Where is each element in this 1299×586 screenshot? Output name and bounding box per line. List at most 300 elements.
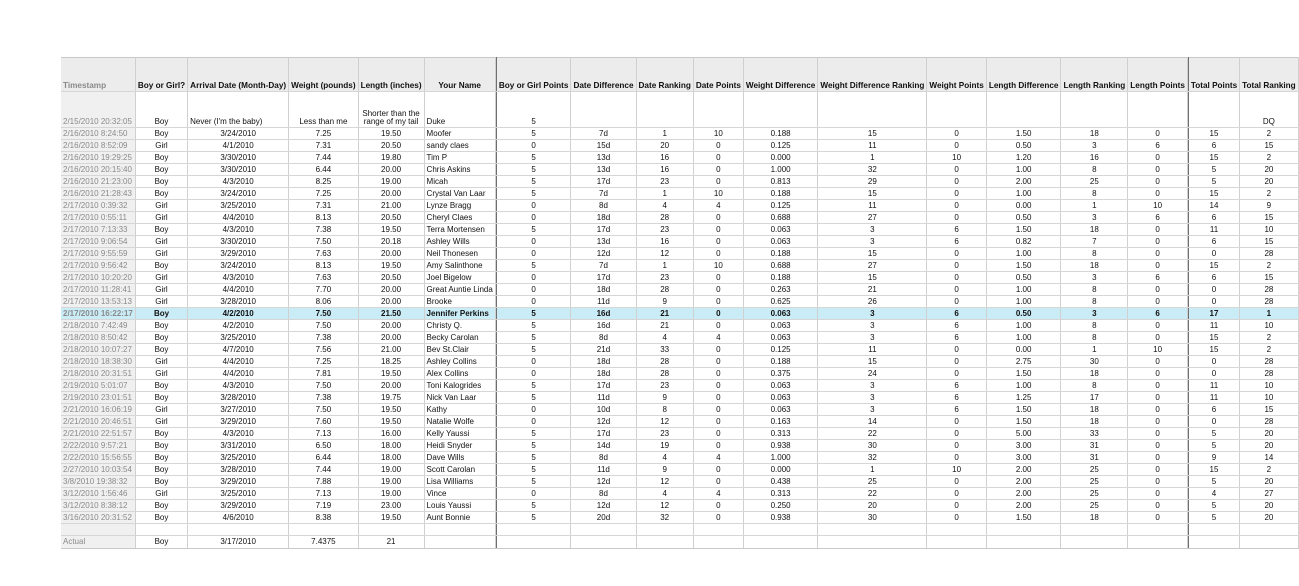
cell-weight-points[interactable]: 0 <box>927 368 986 380</box>
cell-date-difference[interactable]: 17d <box>571 176 636 188</box>
cell-empty[interactable] <box>636 536 693 549</box>
cell-your-name[interactable]: Tim P <box>424 152 495 164</box>
cell-length-ranking[interactable]: 8 <box>1061 320 1128 332</box>
cell-date-points[interactable]: 0 <box>693 284 743 296</box>
cell-boy-girl-points[interactable]: 5 <box>496 380 571 392</box>
cell-boy-girl[interactable]: Girl <box>135 284 187 296</box>
cell-length-difference[interactable]: 1.50 <box>986 260 1061 272</box>
cell-length-ranking[interactable]: 8 <box>1061 380 1128 392</box>
cell-weight-points[interactable]: 0 <box>927 248 986 260</box>
cell-weight-difference[interactable]: 0.188 <box>743 128 817 140</box>
cell-weight-points[interactable]: 6 <box>927 224 986 236</box>
cell-weight-difference-ranking[interactable]: 27 <box>818 212 927 224</box>
cell-boy-girl[interactable]: Boy <box>135 440 187 452</box>
cell-boy-girl-points[interactable]: 5 <box>496 176 571 188</box>
cell-length-points[interactable]: 0 <box>1128 164 1188 176</box>
table-row[interactable] <box>61 488 1298 500</box>
col-header-arrival-date[interactable]: Arrival Date (Month-Day) <box>188 58 289 92</box>
cell-boy-girl-points[interactable]: 5 <box>496 164 571 176</box>
cell-boy-girl[interactable]: Boy <box>135 128 187 140</box>
cell-boy-girl[interactable]: Boy <box>135 476 187 488</box>
cell-weight-difference[interactable]: 0.125 <box>743 344 817 356</box>
cell-length[interactable]: 19.00 <box>358 464 424 476</box>
cell-length-difference[interactable]: 2.00 <box>986 176 1061 188</box>
cell-boy-girl[interactable]: Girl <box>135 356 187 368</box>
cell-weight-points[interactable]: 0 <box>927 428 986 440</box>
cell-weight-difference-ranking[interactable]: 3 <box>818 332 927 344</box>
cell-total-ranking[interactable]: 20 <box>1240 476 1299 488</box>
cell-date-points[interactable]: 0 <box>693 512 743 524</box>
cell-date-ranking[interactable]: 4 <box>636 332 693 344</box>
cell-arrival-date[interactable]: 3/29/2010 <box>188 416 289 428</box>
cell-length-difference[interactable]: 2.00 <box>986 488 1061 500</box>
cell-length[interactable]: Shorter than the range of my tail <box>358 92 424 128</box>
cell-boy-girl[interactable]: Boy <box>135 308 187 320</box>
cell-length-ranking[interactable]: 25 <box>1061 464 1128 476</box>
table-row[interactable] <box>61 212 1298 224</box>
cell-weight-difference-ranking[interactable]: 30 <box>818 440 927 452</box>
cell-length-points[interactable]: 0 <box>1128 368 1188 380</box>
cell-weight[interactable]: 7.13 <box>289 488 358 500</box>
cell-date-points[interactable]: 0 <box>693 428 743 440</box>
cell-date-difference[interactable]: 13d <box>571 164 636 176</box>
cell-date-difference[interactable]: 11d <box>571 392 636 404</box>
cell-date-ranking[interactable]: 4 <box>636 200 693 212</box>
cell-weight-difference[interactable]: 0.688 <box>743 212 817 224</box>
cell-empty[interactable] <box>927 524 986 536</box>
cell-boy-girl-points[interactable]: 0 <box>496 140 571 152</box>
cell-actual-length[interactable]: 21 <box>358 536 424 549</box>
cell-empty[interactable] <box>1188 92 1239 128</box>
cell-date-difference[interactable]: 16d <box>571 320 636 332</box>
cell-weight-points[interactable]: 0 <box>927 512 986 524</box>
cell-arrival-date[interactable]: Never (I'm the baby) <box>188 92 289 128</box>
cell-boy-girl-points[interactable]: 0 <box>496 404 571 416</box>
cell-length-ranking[interactable]: 31 <box>1061 452 1128 464</box>
cell-length-difference[interactable]: 3.00 <box>986 452 1061 464</box>
table-row[interactable] <box>61 452 1298 464</box>
table-row[interactable] <box>61 356 1298 368</box>
cell-date-points[interactable]: 10 <box>693 188 743 200</box>
cell-your-name[interactable]: Chris Askins <box>424 164 495 176</box>
cell-boy-girl[interactable]: Boy <box>135 320 187 332</box>
cell-weight[interactable]: 7.63 <box>289 272 358 284</box>
cell-total-ranking[interactable]: 15 <box>1240 272 1299 284</box>
cell-date-points[interactable]: 0 <box>693 404 743 416</box>
cell-date-difference[interactable]: 8d <box>571 488 636 500</box>
cell-weight-difference-ranking[interactable]: 15 <box>818 272 927 284</box>
cell-boy-girl-points[interactable]: 5 <box>496 308 571 320</box>
cell-weight[interactable]: 7.81 <box>289 368 358 380</box>
cell-arrival-date[interactable]: 3/30/2010 <box>188 236 289 248</box>
cell-boy-girl[interactable]: Boy <box>135 188 187 200</box>
cell-weight[interactable]: 7.70 <box>289 284 358 296</box>
cell-total-points[interactable]: 15 <box>1188 464 1239 476</box>
cell-date-difference[interactable]: 18d <box>571 284 636 296</box>
cell-length-points[interactable]: 0 <box>1128 416 1188 428</box>
cell-total-ranking[interactable]: 1 <box>1240 308 1299 320</box>
cell-boy-girl-points[interactable]: 0 <box>496 416 571 428</box>
cell-date-ranking[interactable]: 12 <box>636 416 693 428</box>
cell-length-difference[interactable]: 0.50 <box>986 212 1061 224</box>
cell-empty[interactable] <box>571 536 636 549</box>
cell-length[interactable]: 20.00 <box>358 188 424 200</box>
cell-empty[interactable] <box>571 92 636 128</box>
cell-timestamp[interactable]: 2/19/2010 23:01:51 <box>61 392 135 404</box>
col-header-weight-difference-ranking[interactable]: Weight Difference Ranking <box>818 58 927 92</box>
cell-timestamp[interactable]: 2/18/2010 7:42:49 <box>61 320 135 332</box>
cell-weight-difference-ranking[interactable]: 3 <box>818 404 927 416</box>
cell-arrival-date[interactable]: 4/3/2010 <box>188 176 289 188</box>
cell-timestamp[interactable]: 2/17/2010 0:39:32 <box>61 200 135 212</box>
table-row[interactable] <box>61 476 1298 488</box>
cell-weight[interactable]: 6.50 <box>289 440 358 452</box>
cell-your-name[interactable]: Moofer <box>424 128 495 140</box>
cell-timestamp[interactable]: 2/22/2010 15:56:55 <box>61 452 135 464</box>
col-header-your-name[interactable]: Your Name <box>424 58 495 92</box>
cell-date-ranking[interactable]: 16 <box>636 152 693 164</box>
cell-total-points[interactable]: 5 <box>1188 176 1239 188</box>
cell-arrival-date[interactable]: 3/31/2010 <box>188 440 289 452</box>
cell-length-ranking[interactable]: 8 <box>1061 188 1128 200</box>
table-row[interactable] <box>61 404 1298 416</box>
cell-empty[interactable] <box>986 536 1061 549</box>
cell-total-ranking[interactable]: 2 <box>1240 464 1299 476</box>
cell-weight[interactable]: 7.50 <box>289 404 358 416</box>
cell-empty[interactable] <box>743 524 817 536</box>
cell-boy-girl-points[interactable]: 5 <box>496 92 571 128</box>
cell-boy-girl-points[interactable]: 5 <box>496 452 571 464</box>
cell-empty[interactable] <box>135 524 187 536</box>
cell-length-points[interactable]: 0 <box>1128 248 1188 260</box>
table-row[interactable] <box>61 260 1298 272</box>
cell-length-ranking[interactable]: 17 <box>1061 392 1128 404</box>
cell-empty[interactable] <box>743 92 817 128</box>
cell-empty[interactable] <box>986 92 1061 128</box>
cell-date-difference[interactable]: 18d <box>571 212 636 224</box>
cell-arrival-date[interactable]: 4/3/2010 <box>188 380 289 392</box>
cell-total-points[interactable]: 6 <box>1188 140 1239 152</box>
cell-total-ranking[interactable]: 20 <box>1240 500 1299 512</box>
cell-length-ranking[interactable]: 3 <box>1061 308 1128 320</box>
cell-weight-difference-ranking[interactable]: 15 <box>818 356 927 368</box>
cell-weight[interactable]: 8.25 <box>289 176 358 188</box>
cell-weight-difference[interactable]: 0.438 <box>743 476 817 488</box>
cell-boy-girl-points[interactable]: 5 <box>496 464 571 476</box>
cell-your-name[interactable]: Becky Carolan <box>424 332 495 344</box>
cell-boy-girl[interactable]: Girl <box>135 416 187 428</box>
cell-weight-difference[interactable]: 0.163 <box>743 416 817 428</box>
cell-boy-girl-points[interactable]: 0 <box>496 248 571 260</box>
col-header-weight-difference[interactable]: Weight Difference <box>743 58 817 92</box>
cell-your-name[interactable]: Toni Kalogrides <box>424 380 495 392</box>
cell-length-points[interactable]: 0 <box>1128 452 1188 464</box>
cell-weight-difference[interactable]: 0.188 <box>743 248 817 260</box>
cell-your-name[interactable]: Great Auntie Linda <box>424 284 495 296</box>
cell-date-ranking[interactable]: 16 <box>636 164 693 176</box>
cell-your-name[interactable]: Terra Mortensen <box>424 224 495 236</box>
cell-total-points[interactable]: 0 <box>1188 368 1239 380</box>
cell-total-ranking[interactable]: 20 <box>1240 164 1299 176</box>
cell-timestamp[interactable]: 2/16/2010 8:24:50 <box>61 128 135 140</box>
cell-boy-girl-points[interactable]: 5 <box>496 224 571 236</box>
cell-timestamp[interactable]: 2/17/2010 9:55:59 <box>61 248 135 260</box>
cell-weight-difference[interactable]: 0.938 <box>743 440 817 452</box>
cell-empty[interactable] <box>818 92 927 128</box>
cell-date-points[interactable]: 4 <box>693 488 743 500</box>
cell-boy-girl[interactable]: Boy <box>135 512 187 524</box>
cell-empty[interactable] <box>61 524 135 536</box>
cell-arrival-date[interactable]: 4/3/2010 <box>188 428 289 440</box>
cell-arrival-date[interactable]: 3/29/2010 <box>188 248 289 260</box>
cell-your-name[interactable]: Alex Collins <box>424 368 495 380</box>
cell-length-points[interactable]: 0 <box>1128 188 1188 200</box>
cell-length-ranking[interactable]: 25 <box>1061 176 1128 188</box>
cell-total-ranking[interactable]: 15 <box>1240 140 1299 152</box>
cell-arrival-date[interactable]: 3/29/2010 <box>188 476 289 488</box>
cell-weight-points[interactable]: 0 <box>927 500 986 512</box>
cell-arrival-date[interactable]: 4/6/2010 <box>188 512 289 524</box>
cell-length[interactable]: 19.00 <box>358 176 424 188</box>
cell-weight-points[interactable]: 0 <box>927 272 986 284</box>
cell-date-difference[interactable]: 13d <box>571 152 636 164</box>
table-row[interactable] <box>61 308 1298 320</box>
cell-total-ranking[interactable]: 14 <box>1240 452 1299 464</box>
cell-your-name[interactable]: Heidi Snyder <box>424 440 495 452</box>
cell-weight[interactable]: 8.13 <box>289 212 358 224</box>
cell-weight-difference-ranking[interactable]: 14 <box>818 416 927 428</box>
cell-date-ranking[interactable]: 19 <box>636 440 693 452</box>
cell-length-ranking[interactable]: 3 <box>1061 272 1128 284</box>
cell-total-points[interactable]: 17 <box>1188 308 1239 320</box>
cell-your-name[interactable]: Cheryl Claes <box>424 212 495 224</box>
cell-weight-difference[interactable]: 0.063 <box>743 380 817 392</box>
table-row[interactable] <box>61 176 1298 188</box>
cell-length[interactable]: 23.00 <box>358 500 424 512</box>
cell-empty[interactable] <box>424 536 495 549</box>
cell-date-difference[interactable]: 7d <box>571 260 636 272</box>
cell-length-ranking[interactable]: 3 <box>1061 140 1128 152</box>
cell-your-name[interactable]: Kathy <box>424 404 495 416</box>
cell-arrival-date[interactable]: 4/1/2010 <box>188 140 289 152</box>
cell-arrival-date[interactable]: 4/3/2010 <box>188 224 289 236</box>
cell-boy-girl[interactable]: Boy <box>135 332 187 344</box>
cell-length-difference[interactable]: 1.00 <box>986 296 1061 308</box>
cell-total-points[interactable]: 5 <box>1188 500 1239 512</box>
cell-total-ranking[interactable]: 2 <box>1240 152 1299 164</box>
cell-length-difference[interactable]: 2.00 <box>986 500 1061 512</box>
cell-weight-points[interactable]: 10 <box>927 152 986 164</box>
cell-weight-difference-ranking[interactable]: 3 <box>818 320 927 332</box>
col-header-total-ranking[interactable]: Total Ranking <box>1240 58 1299 92</box>
cell-total-points[interactable]: 9 <box>1188 452 1239 464</box>
cell-weight-difference[interactable]: 0.063 <box>743 320 817 332</box>
table-row[interactable] <box>61 368 1298 380</box>
cell-weight-points[interactable]: 0 <box>927 488 986 500</box>
cell-arrival-date[interactable]: 3/28/2010 <box>188 392 289 404</box>
cell-boy-girl[interactable]: Girl <box>135 404 187 416</box>
table-row[interactable] <box>61 344 1298 356</box>
cell-your-name[interactable]: sandy claes <box>424 140 495 152</box>
cell-date-difference[interactable]: 10d <box>571 404 636 416</box>
cell-weight-difference[interactable]: 0.125 <box>743 140 817 152</box>
cell-boy-girl-points[interactable]: 0 <box>496 296 571 308</box>
table-row[interactable] <box>61 284 1298 296</box>
cell-boy-girl[interactable]: Boy <box>135 428 187 440</box>
cell-length-ranking[interactable]: 3 <box>1061 212 1128 224</box>
cell-weight-points[interactable]: 6 <box>927 308 986 320</box>
cell-timestamp[interactable]: 2/16/2010 21:23:00 <box>61 176 135 188</box>
cell-length-points[interactable]: 0 <box>1128 404 1188 416</box>
cell-arrival-date[interactable]: 4/4/2010 <box>188 356 289 368</box>
cell-total-points[interactable]: 5 <box>1188 164 1239 176</box>
cell-date-ranking[interactable]: 28 <box>636 284 693 296</box>
cell-boy-girl[interactable]: Boy <box>135 344 187 356</box>
cell-length-points[interactable]: 0 <box>1128 356 1188 368</box>
cell-weight-points[interactable]: 0 <box>927 416 986 428</box>
cell-weight-points[interactable]: 0 <box>927 128 986 140</box>
cell-empty[interactable] <box>636 92 693 128</box>
cell-total-ranking[interactable]: 10 <box>1240 224 1299 236</box>
cell-timestamp[interactable]: 2/17/2010 13:53:13 <box>61 296 135 308</box>
cell-length-difference[interactable]: 1.50 <box>986 368 1061 380</box>
cell-length-ranking[interactable]: 18 <box>1061 128 1128 140</box>
cell-length[interactable]: 20.00 <box>358 332 424 344</box>
cell-weight[interactable]: 7.25 <box>289 356 358 368</box>
cell-date-difference[interactable]: 17d <box>571 272 636 284</box>
cell-timestamp[interactable]: 2/21/2010 20:46:51 <box>61 416 135 428</box>
cell-total-ranking[interactable]: 20 <box>1240 176 1299 188</box>
cell-empty[interactable] <box>571 524 636 536</box>
cell-date-difference[interactable]: 17d <box>571 428 636 440</box>
cell-actual-arrival[interactable]: 3/17/2010 <box>188 536 289 549</box>
cell-date-points[interactable]: 10 <box>693 260 743 272</box>
cell-length[interactable]: 20.50 <box>358 272 424 284</box>
table-row[interactable] <box>61 140 1298 152</box>
cell-total-ranking[interactable]: 2 <box>1240 128 1299 140</box>
cell-length-points[interactable]: 0 <box>1128 476 1188 488</box>
cell-boy-girl[interactable]: Girl <box>135 368 187 380</box>
cell-weight-difference-ranking[interactable]: 20 <box>818 500 927 512</box>
cell-boy-girl[interactable]: Girl <box>135 140 187 152</box>
cell-date-difference[interactable]: 8d <box>571 452 636 464</box>
cell-length-ranking[interactable]: 8 <box>1061 248 1128 260</box>
cell-length-points[interactable]: 0 <box>1128 152 1188 164</box>
cell-weight-difference[interactable]: 0.375 <box>743 368 817 380</box>
cell-empty[interactable] <box>424 524 495 536</box>
cell-total-points[interactable]: 15 <box>1188 128 1239 140</box>
cell-date-points[interactable]: 0 <box>693 296 743 308</box>
cell-date-points[interactable]: 0 <box>693 248 743 260</box>
cell-weight-difference-ranking[interactable]: 3 <box>818 380 927 392</box>
cell-length[interactable]: 20.18 <box>358 236 424 248</box>
cell-timestamp[interactable]: 2/17/2010 9:06:54 <box>61 236 135 248</box>
cell-timestamp[interactable]: 3/12/2010 1:56:46 <box>61 488 135 500</box>
cell-arrival-date[interactable]: 3/24/2010 <box>188 128 289 140</box>
cell-weight-difference[interactable]: 0.263 <box>743 284 817 296</box>
cell-length-difference[interactable]: 1.50 <box>986 404 1061 416</box>
cell-date-ranking[interactable]: 12 <box>636 248 693 260</box>
col-header-weight-points[interactable]: Weight Points <box>927 58 986 92</box>
cell-boy-girl[interactable]: Girl <box>135 296 187 308</box>
cell-timestamp[interactable]: 2/16/2010 20:15:40 <box>61 164 135 176</box>
cell-weight-difference[interactable]: 0.000 <box>743 464 817 476</box>
cell-date-ranking[interactable]: 23 <box>636 272 693 284</box>
cell-boy-girl-points[interactable]: 5 <box>496 152 571 164</box>
cell-date-points[interactable]: 0 <box>693 140 743 152</box>
cell-your-name[interactable]: Louis Yaussi <box>424 500 495 512</box>
cell-length-difference[interactable]: 1.25 <box>986 392 1061 404</box>
col-header-boy-girl[interactable]: Boy or Girl? <box>135 58 187 92</box>
cell-date-ranking[interactable]: 21 <box>636 308 693 320</box>
cell-total-points[interactable]: 11 <box>1188 380 1239 392</box>
cell-date-ranking[interactable]: 32 <box>636 512 693 524</box>
cell-length[interactable]: 20.50 <box>358 140 424 152</box>
cell-date-points[interactable]: 0 <box>693 380 743 392</box>
cell-weight[interactable]: 7.60 <box>289 416 358 428</box>
cell-empty[interactable] <box>1240 524 1299 536</box>
cell-date-points[interactable]: 0 <box>693 464 743 476</box>
cell-date-points[interactable]: 0 <box>693 344 743 356</box>
cell-length[interactable]: 19.50 <box>358 404 424 416</box>
cell-weight-points[interactable]: 0 <box>927 296 986 308</box>
cell-weight[interactable]: 7.88 <box>289 476 358 488</box>
cell-date-ranking[interactable]: 9 <box>636 464 693 476</box>
cell-timestamp[interactable]: 3/16/2010 20:31:52 <box>61 512 135 524</box>
cell-length-points[interactable]: 0 <box>1128 128 1188 140</box>
cell-empty[interactable] <box>1061 524 1128 536</box>
cell-weight-difference-ranking[interactable]: 15 <box>818 128 927 140</box>
cell-date-ranking[interactable]: 28 <box>636 356 693 368</box>
cell-total-points[interactable]: 0 <box>1188 296 1239 308</box>
cell-length-ranking[interactable]: 1 <box>1061 200 1128 212</box>
cell-total-ranking[interactable]: 10 <box>1240 320 1299 332</box>
cell-date-difference[interactable]: 12d <box>571 416 636 428</box>
cell-boy-girl-points[interactable]: 0 <box>496 200 571 212</box>
cell-length[interactable]: 20.00 <box>358 320 424 332</box>
cell-total-points[interactable]: 15 <box>1188 188 1239 200</box>
cell-length-difference[interactable]: 1.00 <box>986 332 1061 344</box>
cell-boy-girl-points[interactable]: 5 <box>496 332 571 344</box>
cell-weight-points[interactable]: 6 <box>927 392 986 404</box>
cell-total-points[interactable]: 4 <box>1188 488 1239 500</box>
cell-weight[interactable]: 7.38 <box>289 224 358 236</box>
cell-total-points[interactable]: 14 <box>1188 200 1239 212</box>
cell-arrival-date[interactable]: 3/25/2010 <box>188 332 289 344</box>
cell-length-difference[interactable]: 1.50 <box>986 224 1061 236</box>
cell-date-difference[interactable]: 16d <box>571 308 636 320</box>
cell-length-points[interactable]: 0 <box>1128 236 1188 248</box>
cell-weight-difference-ranking[interactable]: 32 <box>818 452 927 464</box>
cell-date-points[interactable]: 0 <box>693 272 743 284</box>
cell-length-points[interactable]: 0 <box>1128 260 1188 272</box>
cell-length-difference[interactable]: 2.00 <box>986 476 1061 488</box>
cell-length[interactable]: 20.00 <box>358 248 424 260</box>
cell-boy-girl-points[interactable]: 0 <box>496 272 571 284</box>
cell-date-points[interactable]: 0 <box>693 500 743 512</box>
cell-date-ranking[interactable]: 28 <box>636 212 693 224</box>
cell-total-ranking[interactable]: 15 <box>1240 212 1299 224</box>
table-row[interactable] <box>61 152 1298 164</box>
cell-length-points[interactable]: 0 <box>1128 176 1188 188</box>
cell-your-name[interactable]: Jennifer Perkins <box>424 308 495 320</box>
cell-weight-points[interactable]: 6 <box>927 380 986 392</box>
cell-length-difference[interactable]: 1.20 <box>986 152 1061 164</box>
cell-length-ranking[interactable]: 30 <box>1061 356 1128 368</box>
cell-total-ranking[interactable]: 20 <box>1240 440 1299 452</box>
cell-length[interactable]: 19.50 <box>358 260 424 272</box>
cell-length-difference[interactable]: 1.00 <box>986 380 1061 392</box>
